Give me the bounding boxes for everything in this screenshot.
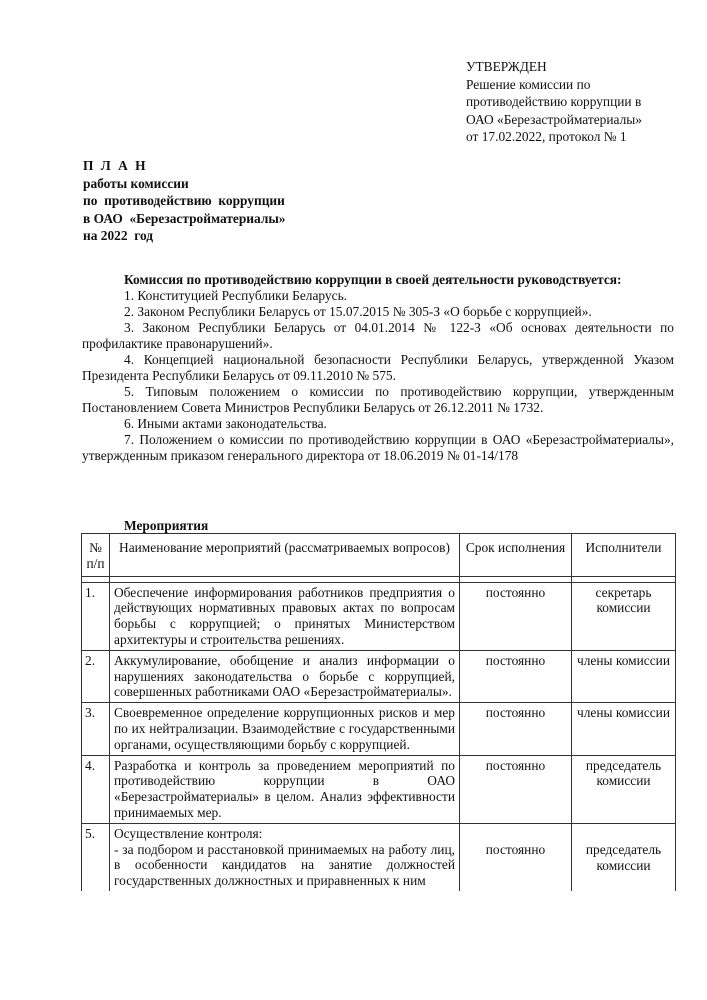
header-executors: Исполнители — [572, 534, 676, 577]
plan-line: работы комиссии — [83, 175, 189, 191]
row-term: постоянно — [460, 703, 572, 755]
row-name: Обеспечение информирования работников предприятия о действующих нормативных правовых актах по вопросам борьбы с коррупцией; о принятых Министерством архитектуры и строительства решениях. — [110, 582, 460, 650]
approval-line: противодействию коррупции в — [466, 94, 642, 109]
intro-item: 1. Конституцией Республики Беларусь. — [124, 288, 348, 303]
intro-item: 7. Положением о комиссии по противодействию коррупции в ОАО «Березастройматериалы», утвержденным приказом генерального директора от 18.06.2019 № 01-14/178 — [82, 432, 674, 463]
row-term: постоянно — [460, 823, 572, 891]
row-executors: председатель комиссии — [572, 823, 676, 891]
header-name: Наименование мероприятий (рассматриваемых вопросов) — [110, 534, 460, 577]
row-name-line: - за подбором и расстановкой принимаемых на работу лиц, в особенности кандидатов на занятие должностей государственных должностных и приравненных к ним — [114, 841, 455, 889]
approval-line: от 17.02.2022, протокол № 1 — [466, 129, 627, 144]
header-term: Срок исполнения — [460, 534, 572, 577]
intro-item: 3. Законом Республики Беларусь от 04.01.2014 № 122-З «Об основах деятельности по профилактике правонарушений». — [82, 320, 674, 351]
plan-line: на 2022 год — [83, 228, 154, 243]
header-num: № п/п — [82, 534, 110, 577]
row-executors: председатель комиссии — [572, 755, 676, 823]
row-term: постоянно — [460, 582, 572, 650]
row-num: 5. — [82, 823, 110, 891]
row-term: постоянно — [460, 650, 572, 702]
row-name: Своевременное определение коррупционных рисков и мер по их нейтрализации. Взаимодействие с государственными органами, осуществляющими борьбу с коррупцией. — [110, 703, 460, 755]
row-num: 2. — [82, 650, 110, 702]
row-num: 3. — [82, 703, 110, 755]
events-title: Мероприятия — [124, 518, 209, 533]
row-num: 4. — [82, 755, 110, 823]
table-row — [82, 582, 676, 650]
intro-section — [82, 272, 674, 464]
row-num: 1. — [82, 582, 110, 650]
intro-item: 4. Концепцией национальной безопасности Республики Беларусь, утвержденной Указом Президента Республики Беларусь от 09.11.2010 № 575. — [82, 352, 674, 383]
table-row — [82, 755, 676, 823]
plan-line: в ОАО «Березастройматериалы» — [83, 210, 286, 226]
table-row — [82, 703, 676, 755]
approval-stamp — [466, 58, 701, 146]
row-executors: члены комиссии — [572, 650, 676, 702]
intro-item: 6. Иными актами законодательства. — [124, 416, 327, 431]
row-name — [110, 823, 460, 891]
approval-line: УТВЕРЖДЕН — [466, 59, 547, 74]
plan-line: по противодействию коррупции — [83, 193, 285, 208]
intro-item: 5. Типовым положением о комиссии по противодействию коррупции, утвержденным Постановлением Совета Министров Республики Беларусь от 26.12.2011 № 1732. — [82, 384, 674, 415]
row-name-line: Осуществление контроля: — [114, 825, 263, 841]
row-name: Аккумулирование, обобщение и анализ информации о нарушениях законодательства о борьбе с коррупцией, совершенных работниками ОАО «Березастройматериалы». — [110, 650, 460, 702]
row-executors: члены комиссии — [572, 703, 676, 755]
table-row — [82, 650, 676, 702]
row-executors: секретарь комиссии — [572, 582, 676, 650]
intro-lead: Комиссия по противодействию коррупции в своей деятельности руководствуется: — [124, 272, 622, 287]
plan-title — [83, 157, 285, 245]
events-table — [81, 533, 676, 891]
plan-heading: П Л А Н — [83, 158, 148, 173]
intro-item: 2. Законом Республики Беларусь от 15.07.2015 № 305-З «О борьбе с коррупцией». — [124, 304, 592, 319]
row-term: постоянно — [460, 755, 572, 823]
table-row — [82, 823, 676, 891]
approval-line: Решение комиссии по — [466, 76, 591, 92]
approval-line: ОАО «Березастройматериалы» — [466, 111, 642, 127]
row-name: Разработка и контроль за проведением мероприятий по противодействию коррупции в ОАО «Березастройматериалы» в целом. Анализ эффективности принимаемых мер. — [110, 755, 460, 823]
table-header-row — [82, 534, 676, 577]
